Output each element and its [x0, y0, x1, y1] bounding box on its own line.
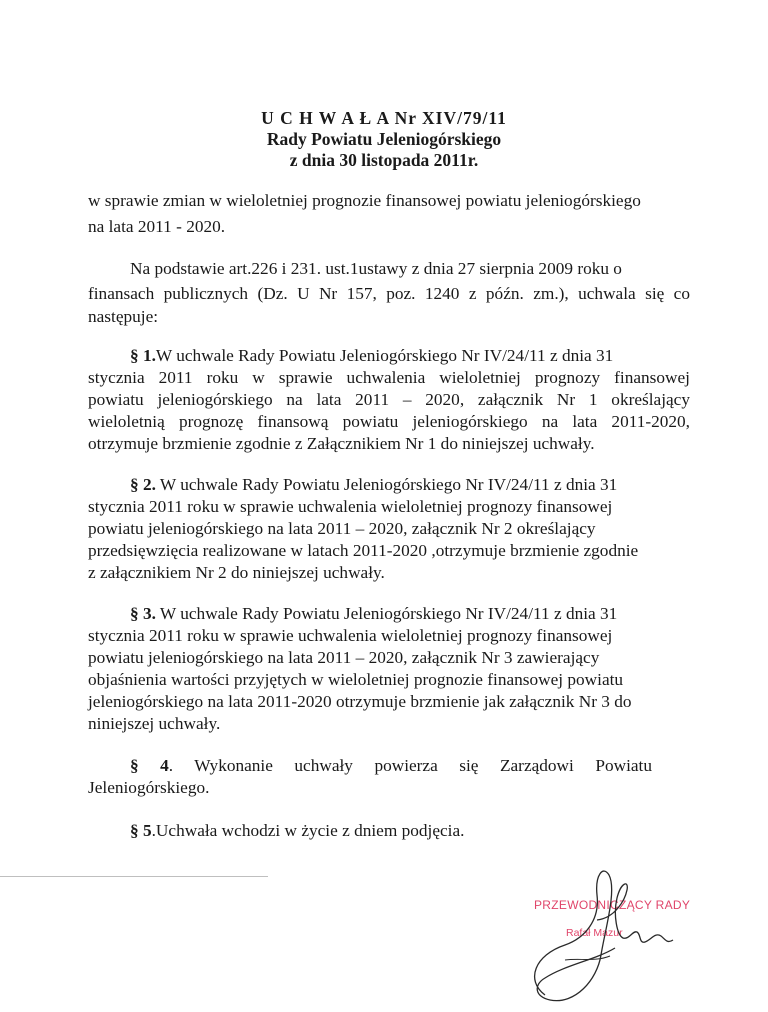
section-3-line-4: objaśnienia wartości przyjętych w wieloletniej prognozie finansowej powiatu [88, 670, 624, 689]
chairman-stamp-title: PRZEWODNICZĄCY RADY [534, 898, 691, 912]
section-1-line-5: otrzymuje brzmienie zgodnie z Załącznikiem Nr 1 do niniejszej uchwały. [88, 434, 595, 453]
section-3-line-3: powiatu jeleniogórskiego na lata 2011 – 2020, załącznik Nr 3 zawierający [88, 648, 600, 667]
section-5-mark: § 5 [130, 821, 152, 840]
section-2-mark: § 2. [130, 475, 156, 494]
section-2-line-5: z załącznikiem Nr 2 do niniejszej uchwały. [88, 563, 385, 582]
section-1-line-1: § 1.W uchwale Rady Powiatu Jeleniogórskiego Nr IV/24/11 z dnia 31 [130, 346, 614, 365]
scan-fold-line [0, 876, 268, 877]
subject-line-2: na lata 2011 - 2020. [88, 217, 226, 236]
section-5-line-1: § 5.Uchwała wchodzi w życie z dniem podjęcia. [130, 821, 465, 840]
preamble-line-1: Na podstawie art.226 i 231. ust.1ustawy z dnia 27 sierpnia 2009 roku o [130, 259, 622, 278]
section-2-line-4: przedsięwzięcia realizowane w latach 2011-2020 ,otrzymuje brzmienie zgodnie [88, 541, 639, 560]
section-1-line-3: powiatu jeleniogórskiego na lata 2011 – 2020, załącznik Nr 1 określający [88, 390, 690, 409]
section-3-mark: § 3. [130, 604, 156, 623]
council-name: Rady Powiatu Jeleniogórskiego [266, 129, 502, 149]
section-4-line-2: Jeleniogórskiego. [88, 778, 210, 797]
resolution-title: U C H W A Ł A Nr XIV/79/11 [261, 108, 507, 128]
preamble-line-3: następuje: [88, 307, 159, 326]
chairman-stamp-name: Rafał Mazur [566, 927, 623, 939]
resolution-date: z dnia 30 listopada 2011r. [289, 150, 479, 170]
section-3-line-6: niniejszej uchwały. [88, 714, 221, 733]
section-3-line-5: jeleniogórskiego na lata 2011-2020 otrzymuje brzmienie jak załącznik Nr 3 do [88, 692, 632, 711]
section-3-line-1: § 3. W uchwale Rady Powiatu Jeleniogórskiego Nr IV/24/11 z dnia 31 [130, 604, 618, 623]
section-2-line-3: powiatu jeleniogórskiego na lata 2011 – 2020, załącznik Nr 2 określający [88, 519, 596, 538]
section-1-line-2: stycznia 2011 roku w sprawie uchwalenia wieloletniej prognozy finansowej [88, 368, 690, 387]
preamble-line-2: finansach publicznych (Dz. U Nr 157, poz. 1240 z późn. zm.), uchwala się co [88, 284, 690, 303]
section-4-line-1: § 4. Wykonanie uchwały powierza się Zarządowi Powiatu [130, 756, 652, 775]
resolution-header [0, 108, 768, 171]
section-2-line-1: § 2. W uchwale Rady Powiatu Jeleniogórskiego Nr IV/24/11 z dnia 31 [130, 475, 618, 494]
handwritten-signature [505, 860, 685, 1010]
section-4-mark: § 4 [130, 756, 169, 775]
subject-line-1: w sprawie zmian w wieloletniej prognozie finansowej powiatu jeleniogórskiego [88, 191, 641, 210]
section-1-mark: § 1. [130, 346, 156, 365]
section-2-line-2: stycznia 2011 roku w sprawie uchwalenia wieloletniej prognozy finansowej [88, 497, 613, 516]
section-1-line-4: wieloletnią prognozę finansową powiatu jeleniogórskiego na lata 2011-2020, [88, 412, 690, 431]
section-3-line-2: stycznia 2011 roku w sprawie uchwalenia wieloletniej prognozy finansowej [88, 626, 613, 645]
